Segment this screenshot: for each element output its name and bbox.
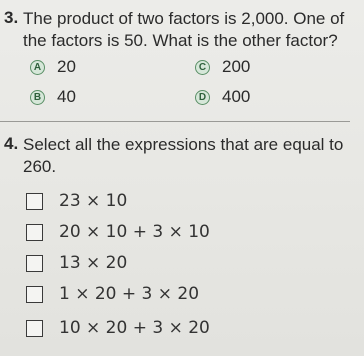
- question-text: The product of two factors is 2,000. One of the factors is 50. What is the other factor?: [23, 9, 345, 50]
- question-number: 4.: [4, 134, 19, 153]
- choice-expression: 1 × 20 + 3 × 20: [59, 284, 200, 304]
- question-text: Select all the expressions that are equal to 260.: [23, 135, 344, 176]
- checkbox[interactable]: [26, 286, 43, 303]
- option-d[interactable]: [195, 87, 250, 107]
- checkbox[interactable]: [26, 255, 43, 272]
- choice-row-2[interactable]: [26, 222, 210, 242]
- option-letter-bubble: D: [195, 90, 210, 105]
- option-letter-bubble: A: [30, 60, 45, 75]
- option-b[interactable]: [30, 87, 76, 107]
- choice-expression: 13 × 20: [59, 253, 128, 273]
- option-c[interactable]: [195, 57, 250, 77]
- choice-row-4[interactable]: [26, 284, 199, 304]
- choice-expression: 20 × 10 + 3 × 10: [59, 222, 210, 242]
- section-divider: [0, 121, 350, 122]
- option-letter-bubble: C: [195, 60, 210, 75]
- choice-row-1[interactable]: [26, 191, 127, 211]
- option-value: 20: [57, 57, 76, 76]
- option-letter-bubble: B: [30, 90, 45, 105]
- checkbox[interactable]: [26, 320, 43, 337]
- option-value: 40: [57, 87, 76, 106]
- option-value: 400: [222, 87, 251, 106]
- checkbox[interactable]: [26, 224, 43, 241]
- choice-expression: 23 × 10: [59, 191, 128, 211]
- choice-row-3[interactable]: [26, 253, 127, 273]
- choice-row-5[interactable]: [26, 318, 210, 338]
- option-a[interactable]: [30, 57, 76, 77]
- checkbox[interactable]: [26, 193, 43, 210]
- option-value: 200: [222, 57, 251, 76]
- choice-expression: 10 × 20 + 3 × 20: [59, 318, 210, 338]
- question-number: 3.: [4, 8, 19, 27]
